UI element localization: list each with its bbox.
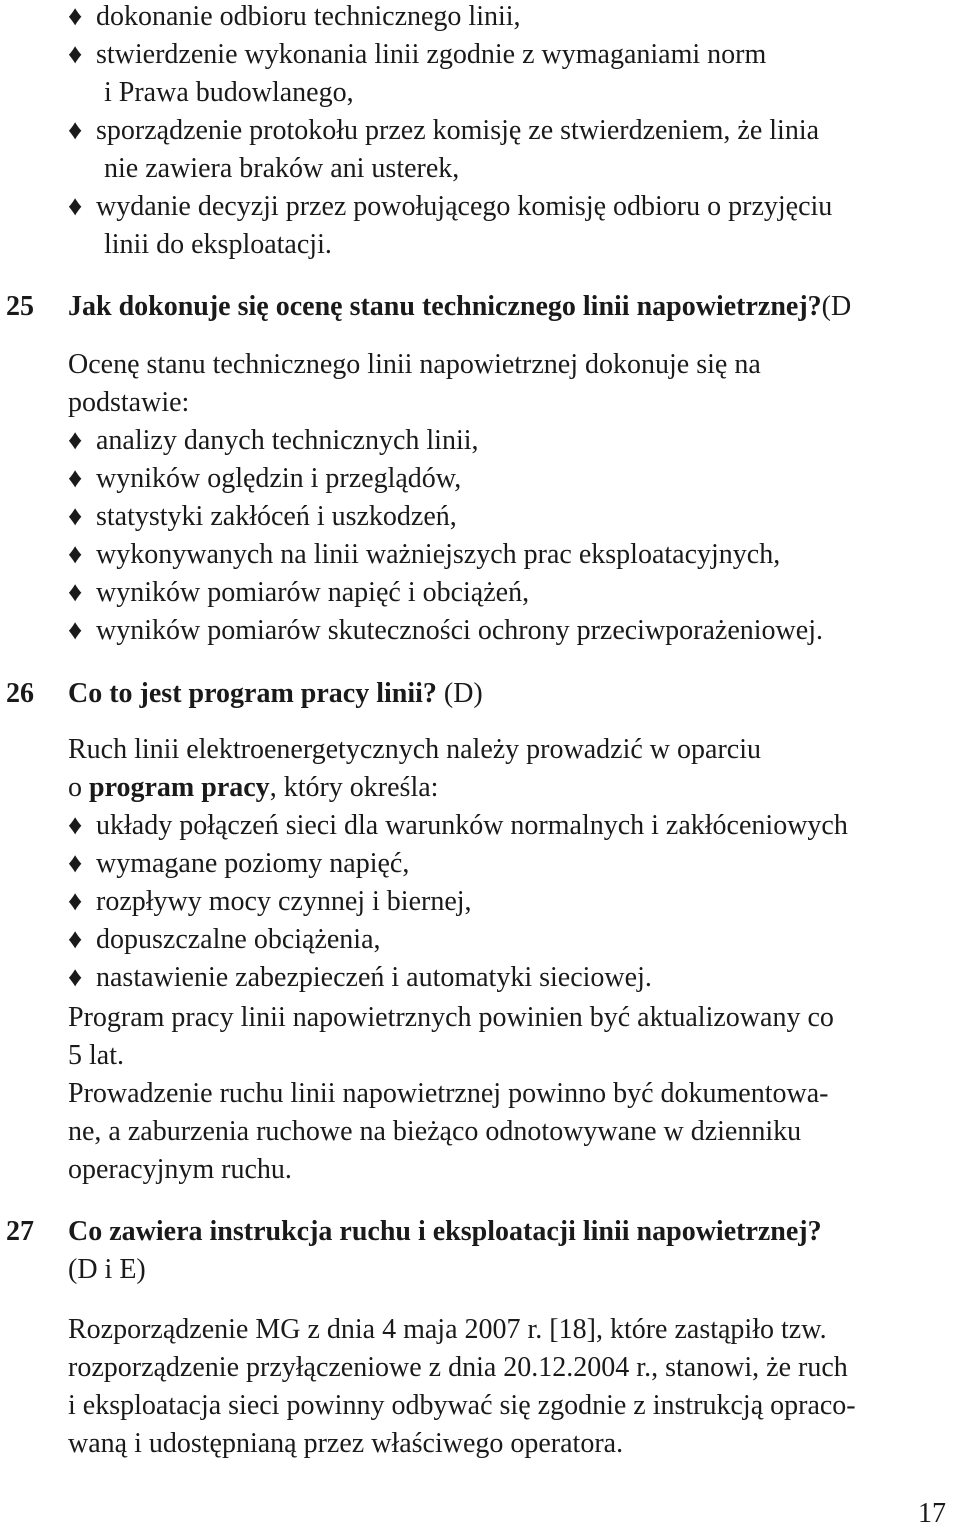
- paragraph-line: Ocenę stanu technicznego linii napowietrznej dokonuje się na: [68, 349, 761, 380]
- list-item: [68, 190, 832, 224]
- list-item: [68, 809, 848, 843]
- page-number: 17: [918, 1498, 946, 1529]
- diamond-bullet-icon: ♦: [68, 962, 83, 993]
- bold-term: program pracy: [89, 772, 270, 803]
- list-item-text: wymagane poziomy napięć,: [96, 848, 410, 879]
- list-item-text: wydanie decyzji przez powołującego komisję odbioru o przyjęciu: [96, 191, 833, 222]
- diamond-bullet-icon: ♦: [68, 886, 83, 917]
- diamond-bullet-icon: ♦: [68, 615, 83, 646]
- list-item-text: sporządzenie protokołu przez komisję ze stwierdzeniem, że linia: [96, 115, 820, 146]
- paragraph-line: i eksploatacja sieci powinny odbywać się zgodnie z instrukcją opraco-: [68, 1390, 856, 1421]
- diamond-bullet-icon: ♦: [68, 924, 83, 955]
- paragraph-line: 5 lat.: [68, 1040, 124, 1071]
- list-item: [68, 500, 457, 534]
- question-tag: (D): [443, 678, 483, 709]
- list-item-text: układy połączeń sieci dla warunków normalnych i zakłóceniowych: [96, 810, 848, 841]
- list-item: [68, 614, 823, 648]
- list-item-text: wykonywanych na linii ważniejszych prac eksploatacyjnych,: [96, 539, 781, 570]
- list-item: [68, 576, 529, 610]
- question-title: Co to jest program pracy linii?: [68, 678, 437, 709]
- question-heading: [68, 290, 851, 324]
- diamond-bullet-icon: ♦: [68, 539, 83, 570]
- list-item-text: rozpływy mocy czynnej i biernej,: [96, 886, 472, 917]
- diamond-bullet-icon: ♦: [68, 463, 83, 494]
- question-number: 25: [6, 291, 34, 322]
- list-item-text: wyników oględzin i przeglądów,: [96, 463, 462, 494]
- list-item-text: wyników pomiarów skuteczności ochrony przeciwporażeniowej.: [96, 615, 823, 646]
- question-title: Co zawiera instrukcja ruchu i eksploatacji linii napowietrznej?: [68, 1216, 822, 1247]
- paragraph-line: ne, a zaburzenia ruchowe na bieżąco odnotowywane w dzienniku: [68, 1116, 802, 1147]
- list-item: [68, 538, 780, 572]
- list-item-text: wyników pomiarów napięć i obciążeń,: [96, 577, 530, 608]
- paragraph-line: waną i udostępnianą przez właściwego operatora.: [68, 1428, 624, 1459]
- diamond-bullet-icon: ♦: [68, 39, 83, 70]
- diamond-bullet-icon: ♦: [68, 848, 83, 879]
- question-tag: (D i E): [68, 1254, 146, 1285]
- diamond-bullet-icon: ♦: [68, 810, 83, 841]
- list-item-text: dokonanie odbioru technicznego linii,: [96, 1, 521, 32]
- list-item: [68, 0, 521, 34]
- diamond-bullet-icon: ♦: [68, 425, 83, 456]
- paragraph-line: Rozporządzenie MG z dnia 4 maja 2007 r. [18], które zastąpiło tzw.: [68, 1314, 827, 1345]
- list-item-text: analizy danych technicznych linii,: [96, 425, 479, 456]
- text-span: o: [68, 772, 89, 803]
- diamond-bullet-icon: ♦: [68, 1, 83, 32]
- list-item: [68, 885, 472, 919]
- question-number: 26: [6, 678, 34, 709]
- list-item-text: nastawienie zabezpieczeń i automatyki sieciowej.: [96, 962, 652, 993]
- list-item-text: stwierdzenie wykonania linii zgodnie z wymaganiami norm: [96, 39, 767, 70]
- list-item: [68, 424, 479, 458]
- paragraph-line: rozporządzenie przyłączeniowe z dnia 20.12.2004 r., stanowi, że ruch: [68, 1352, 848, 1383]
- list-item: [68, 847, 409, 881]
- list-item-continuation: linii do eksploatacji.: [104, 229, 332, 260]
- list-item-text: statystyki zakłóceń i uszkodzeń,: [96, 501, 457, 532]
- list-item: [68, 38, 766, 72]
- paragraph-line: operacyjnym ruchu.: [68, 1154, 292, 1185]
- question-tag: (D: [821, 291, 852, 322]
- question-title: Jak dokonuje się ocenę stanu technicznego linii napowietrznej?: [68, 291, 822, 322]
- list-item: [68, 114, 819, 148]
- question-number: 27: [6, 1216, 34, 1247]
- diamond-bullet-icon: ♦: [68, 115, 83, 146]
- list-item-text: dopuszczalne obciążenia,: [96, 924, 381, 955]
- paragraph-line: Prowadzenie ruchu linii napowietrznej powinno być dokumentowa-: [68, 1078, 829, 1109]
- text-span: , który określa:: [269, 772, 439, 803]
- paragraph-line: podstawie:: [68, 387, 190, 418]
- question-heading: [68, 677, 483, 711]
- list-item-continuation: nie zawiera braków ani usterek,: [104, 153, 460, 184]
- paragraph-line: Ruch linii elektroenergetycznych należy prowadzić w oparciu: [68, 734, 761, 765]
- list-item-continuation: i Prawa budowlanego,: [104, 77, 354, 108]
- diamond-bullet-icon: ♦: [68, 501, 83, 532]
- list-item: [68, 923, 381, 957]
- list-item: [68, 961, 652, 995]
- paragraph-line: [68, 771, 438, 805]
- list-item: [68, 462, 461, 496]
- paragraph-line: Program pracy linii napowietrznych powinien być aktualizowany co: [68, 1002, 834, 1033]
- diamond-bullet-icon: ♦: [68, 577, 83, 608]
- diamond-bullet-icon: ♦: [68, 191, 83, 222]
